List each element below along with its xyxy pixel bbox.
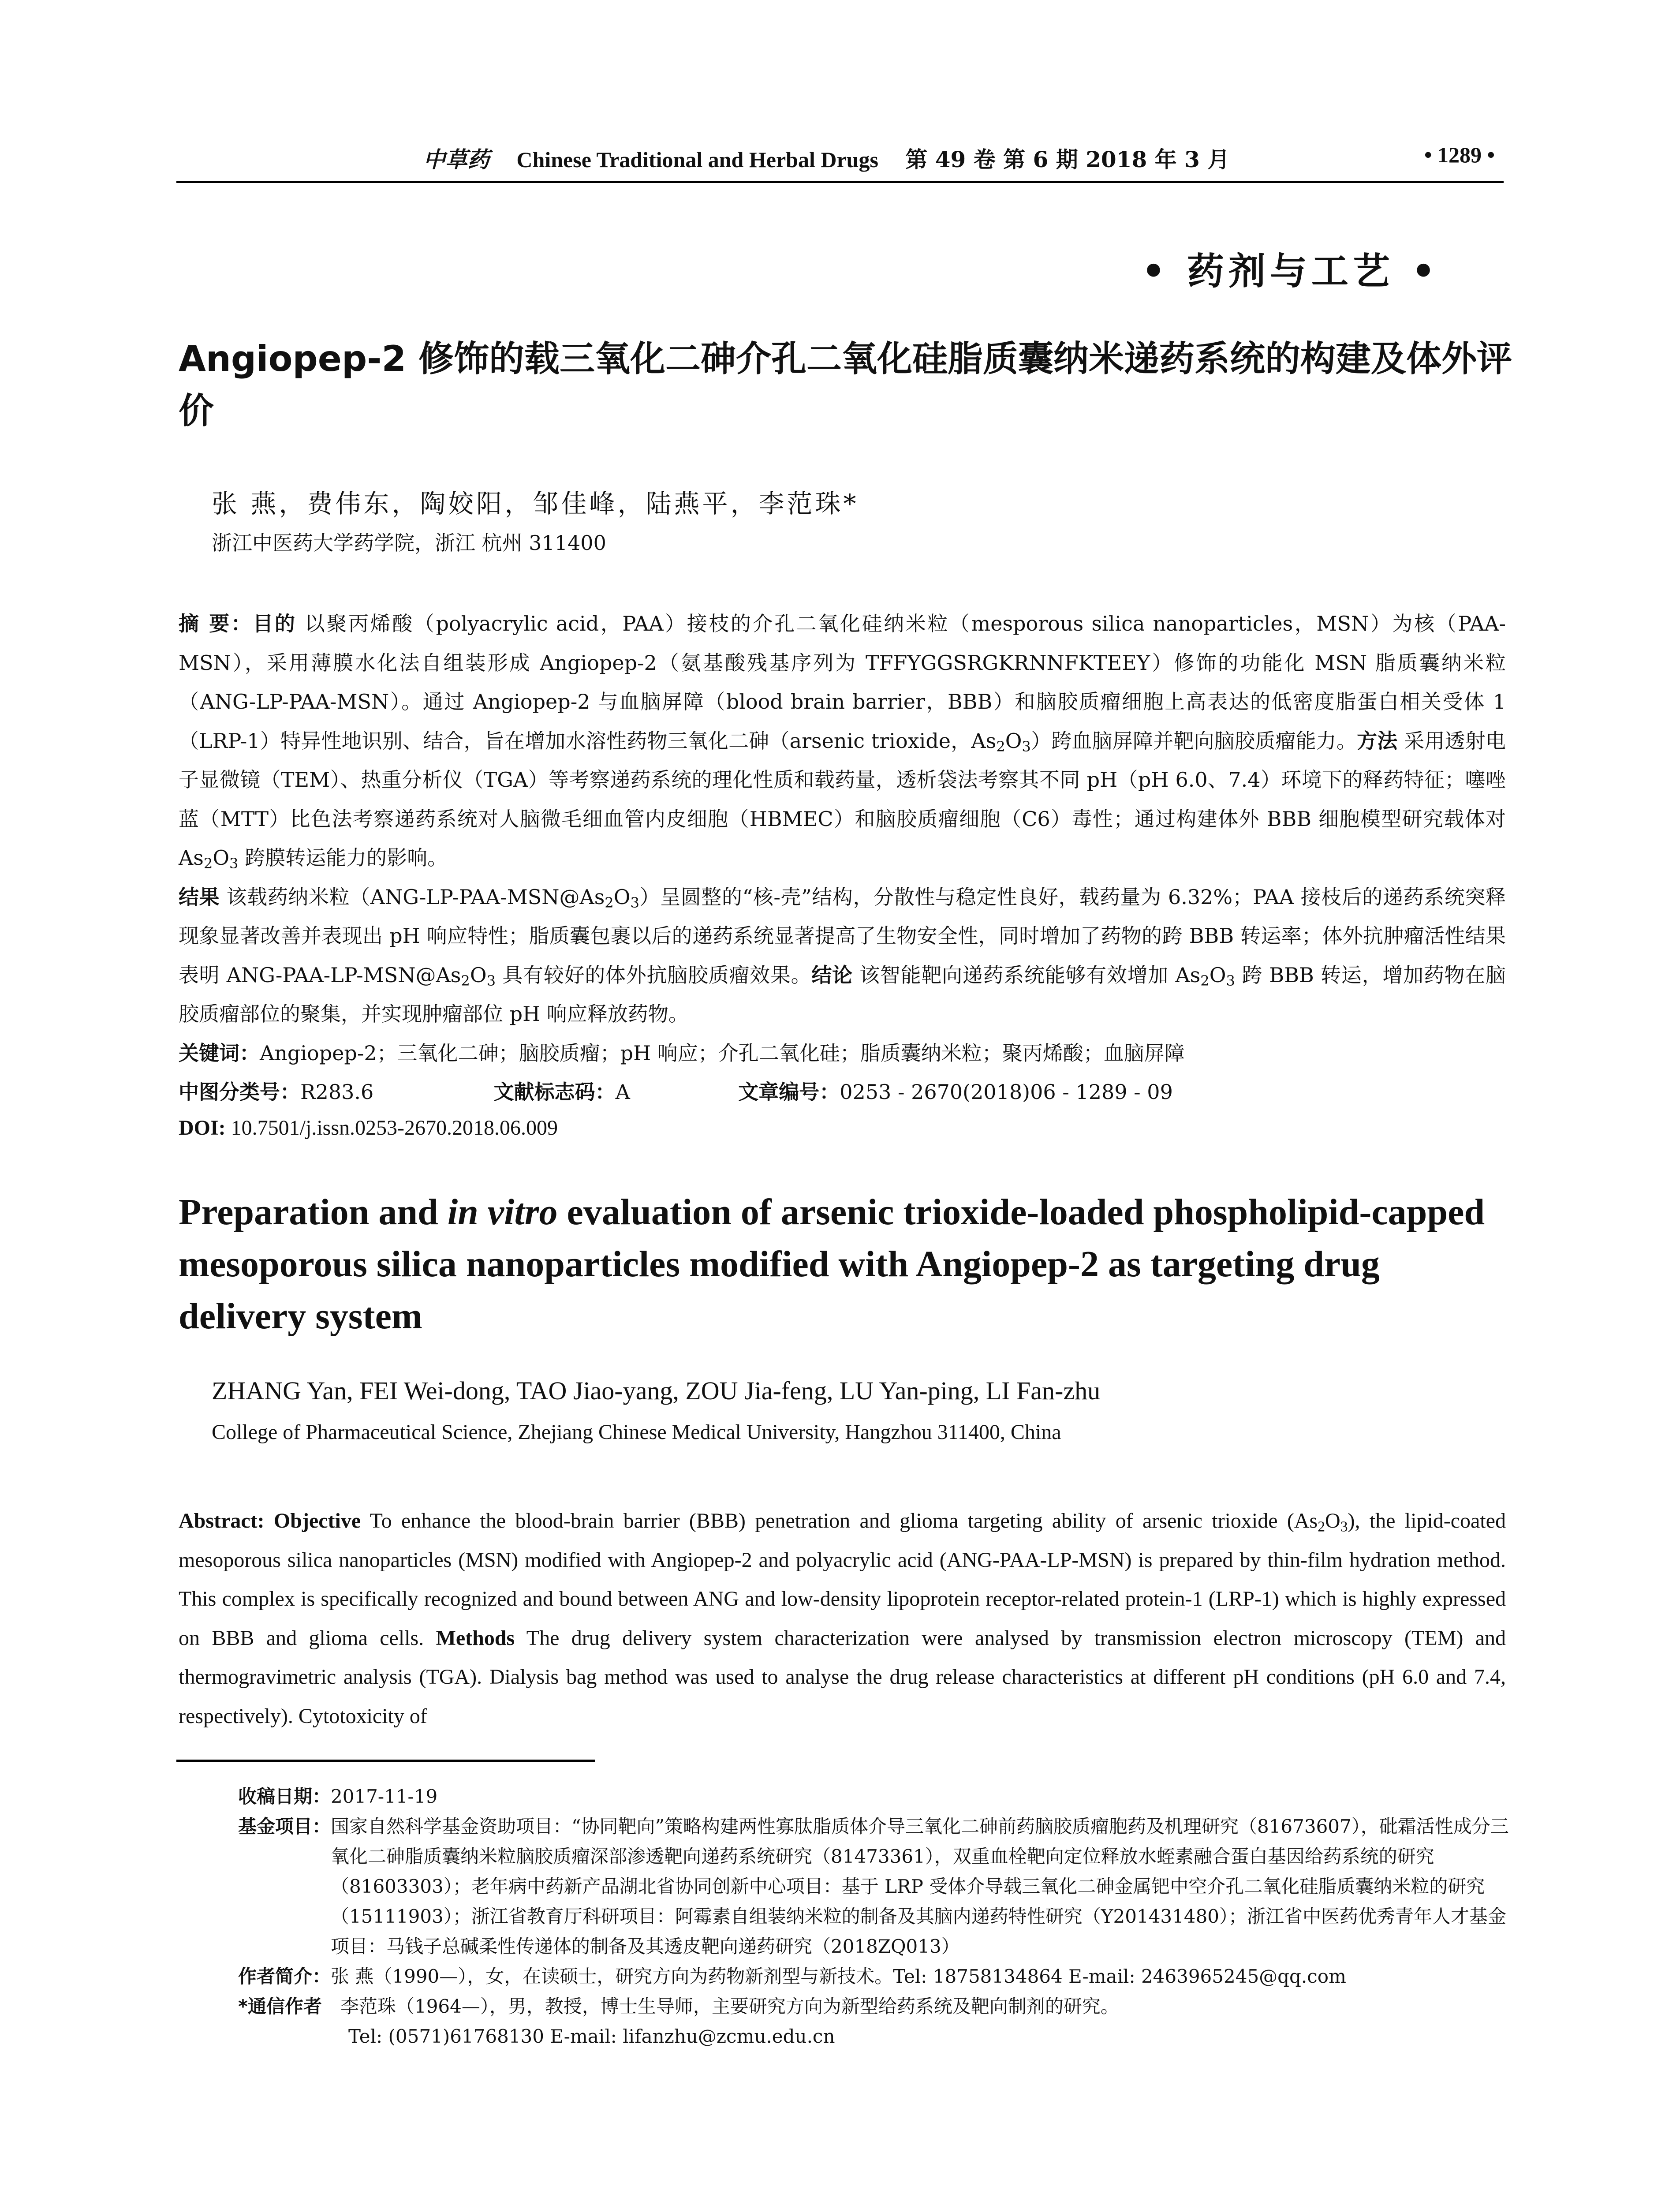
title-en-italic: in vitro: [447, 1192, 558, 1233]
classification-row: [179, 1076, 1173, 1105]
results-cn-text-1: 该载药纳米粒（ANG-LP-PAA-MSN@As: [220, 885, 605, 909]
conclusion-cn-text-1: 该智能靶向递药系统能够有效增加 As: [852, 963, 1201, 987]
corresponding-author-row: [238, 1992, 1512, 2022]
formula-sub-2: 2: [605, 894, 614, 911]
formula-o: O: [213, 846, 230, 870]
keywords: Angiopep-2；三氧化二砷；脑胶质瘤；pH 响应；介孔二氧化硅；脂质囊纳米粒；聚丙烯酸；血脑屏障: [260, 1041, 1185, 1065]
abstract-en: [179, 1502, 1506, 1736]
formula-o: O: [613, 885, 631, 909]
methods-en-label: Methods: [436, 1626, 515, 1650]
authors-cn: 张 燕，费伟东，陶姣阳，邹佳峰，陆燕平，李范珠*: [212, 489, 859, 519]
objective-cn-label: 目的: [253, 612, 297, 635]
formula-sub-3: 3: [1022, 738, 1031, 755]
methods-cn-text-1: 采用透射电子显微镜（TEM）、热重分析仪（TGA）等考察递药系统的理化性质和载药量，透析袋法考察其不同 pH（pH 6.0、7.4）环境下的释药特征；噻唑蓝（MTT）比色法考察递药系统对人脑微毛细血管内皮细胞（HBMEC）和脑胶质瘤细胞（C6）毒性；通过构建体外 BBB 细胞模型研究载体对 As: [179, 729, 1506, 870]
corresponding-label: *通信作者: [238, 1996, 322, 2017]
abstract-en-methods: The drug delivery system characterization were analysed by transmission electron microscopy (TEM) and thermogravimetric analysis (TGA). Dialysis bag method was used to analyse the drug release characteristics at different pH conditions (pH 6.0 and 7.4, respectively). Cytotoxicity of: [179, 1626, 1506, 1728]
header-journal-info: [423, 142, 1229, 174]
title-en-part-2: evaluation of arsenic trioxide-loaded phospholipid-capped mesoporous silica nanoparticles modified with Angiopep-2 as targeting drug delivery system: [179, 1192, 1485, 1337]
conclusion-cn-label: 结论: [811, 963, 853, 987]
title-en: [179, 1186, 1501, 1342]
formula-o: O: [470, 963, 487, 987]
formula-sub-3: 3: [630, 894, 639, 911]
abstract-en-label: Abstract: Objective: [179, 1509, 361, 1532]
authors-en: ZHANG Yan, FEI Wei-dong, TAO Jiao-yang, ZOU Jia-feng, LU Yan-ping, LI Fan-zhu: [212, 1376, 1101, 1405]
affiliation-cn: 浙江中医药大学药学院，浙江 杭州 311400: [212, 531, 606, 555]
formula-o: O: [1209, 963, 1226, 987]
received-date: 2017-11-19: [331, 1786, 438, 1807]
header-journal-en: Chinese Traditional and Herbal Drugs: [516, 147, 878, 172]
conclusion-cn-text-2: 跨 BBB 转运，增加药物在脑胶质瘤部位的聚集，并实现肿瘤部位 pH 响应释放药物。: [179, 963, 1506, 1026]
header-issue: 第 49 卷 第 6 期 2018 年 3 月: [905, 146, 1230, 172]
methods-cn-text-2: 跨膜转运能力的影响。: [238, 846, 448, 870]
formula-sub-2: 2: [461, 972, 470, 989]
results-cn-text-3: 具有较好的体外抗脑胶质瘤效果。: [496, 963, 812, 987]
doi-label: DOI:: [179, 1116, 226, 1140]
affiliation-en: College of Pharmaceutical Science, Zhejiang Chinese Medical University, Hangzhou 311400, China: [212, 1420, 1061, 1444]
abstract-en-objective-2: ), the lipid-coated mesoporous silica nanoparticles (MSN) modified with Angiopep-2 and polyacrylic acid (ANG-PAA-LP-MSN) is prepared by thin-film hydration method. This complex is specifically recognized and bound between ANG and low-density lipoprotein receptor-related protein-1 (LRP-1) which is highly expressed on BBB and glioma cells.: [179, 1509, 1506, 1650]
keywords-label: 关键词：: [179, 1041, 260, 1065]
corresponding-contact: Tel: (0571)61768130 E-mail: lifanzhu@zcmu.edu.cn: [348, 2026, 835, 2047]
article-no-label: 文章编号：: [738, 1080, 840, 1104]
abstract-cn: [179, 604, 1506, 1073]
results-cn-text-2: ）呈圆整的“核-壳”结构，分散性与稳定性良好，载药量为 6.32%；PAA 接枝后的递药系统突释现象显著改善并表现出 pH 响应特性；脂质囊包裹以后的递药系统显著提高了生物安全性，同时增加了药物的跨 BBB 转运率；体外抗肿瘤活性结果表明 ANG-PAA-LP-MSN@As: [179, 885, 1506, 987]
fund-label: 基金项目：: [238, 1816, 331, 1837]
doc-code-value: A: [615, 1080, 630, 1104]
formula-sub-2: 2: [1200, 972, 1210, 989]
abstract-cn-label: 摘 要：: [179, 612, 253, 635]
received-date-row: [238, 1782, 1512, 1812]
author-bio-row: [238, 1962, 1512, 1992]
author-bio-text: 张 燕（1990—），女，在读硕士，研究方向为药物新剂型与新技术。Tel: 18758134864 E-mail: 2463965245@qq.com: [331, 1966, 1346, 1987]
fund-row: [238, 1812, 1512, 1962]
title-cn: Angiopep-2 修饰的载三氧化二砷介孔二氧化硅脂质囊纳米递药系统的构建及体外评价: [179, 338, 1512, 431]
author-bio-label: 作者简介：: [238, 1966, 331, 1987]
clc-label: 中图分类号：: [179, 1080, 300, 1104]
results-cn-label: 结果: [179, 885, 220, 909]
received-label: 收稿日期：: [238, 1786, 331, 1807]
fund-text: 国家自然科学基金资助项目：“协同靶向”策略构建两性寡肽脂质体介导三氧化二砷前药脑胶质瘤胞药及机理研究（81673607），砒霜活性成分三氧化二砷脂质囊纳米粒脑胶质瘤深部渗透靶向递药系统研究（81473361），双重血栓靶向定位释放水蛭素融合蛋白基因给药系统的研究（81603303）；老年病中药新产品湖北省协同创新中心项目：基于 LRP 受体介导载三氧化二砷金属钯中空介孔二氧化硅脂质囊纳米粒的研究（15111903）；浙江省教育厅科研项目：阿霉素自组装纳米粒的制备及其脑内递药特性研究（Y201431480）；浙江省中医药优秀青年人才基金项目：马钱子总碱柔性传递体的制备及其透皮靶向递药研究（2018ZQ013）: [331, 1816, 1509, 1957]
formula-sub-3: 3: [486, 972, 496, 989]
methods-cn-label: 方法: [1357, 729, 1398, 753]
formula-sub-3: 3: [1340, 1518, 1348, 1535]
formula-sub-2: 2: [1318, 1518, 1325, 1535]
title-en-part-1: Preparation and: [179, 1192, 448, 1233]
formula-sub-2: 2: [203, 855, 213, 872]
running-header: [176, 132, 1504, 183]
doc-code-label: 文献标志码：: [493, 1080, 616, 1104]
formula-o: O: [1325, 1509, 1340, 1532]
article-no-value: 0253 - 2670(2018)06 - 1289 - 09: [840, 1080, 1173, 1104]
doi-row: [179, 1116, 558, 1140]
formula-sub-3: 3: [1226, 972, 1235, 989]
formula-sub-3: 3: [229, 855, 239, 872]
footnotes: [238, 1782, 1512, 2052]
abstract-en-objective-1: To enhance the blood-brain barrier (BBB) penetration and glioma targeting ability of arsenic trioxide (As: [361, 1509, 1318, 1532]
section-tag: • 药剂与工艺 •: [1142, 249, 1440, 293]
objective-cn-text-1: 以聚丙烯酸（polyacrylic acid，PAA）接枝的介孔二氧化硅纳米粒（mesporous silica nanoparticles，MSN）为核（PAA-MSN），采用薄膜水化法自组装形成 Angiopep-2（氨基酸残基序列为 TFFYGGSRGKRNNFKTEEY）修饰的功能化 MSN 脂质囊纳米粒（ANG-LP-PAA-MSN）。通过 Angiopep-2 与血脑屏障（blood brain barrier，BBB）和脑胶质瘤细胞上高表达的低密度脂蛋白相关受体 1（LRP-1）特异性地识别、结合，旨在增加水溶性药物三氧化二砷（arsenic trioxide，As: [179, 612, 1506, 753]
formula-sub-2: 2: [996, 738, 1005, 755]
header-page-number: • 1289 •: [1424, 142, 1495, 167]
clc-value: R283.6: [300, 1080, 374, 1104]
footnote-divider: [176, 1760, 595, 1762]
corresponding-text: 李范珠（1964—），男，教授，博士生导师，主要研究方向为新型给药系统及靶向制剂的研究。: [321, 1996, 1119, 2017]
header-journal-cn: 中草药: [423, 146, 489, 172]
formula-o: O: [1005, 729, 1022, 753]
objective-cn-text-2: ）跨血脑屏障并靶向脑胶质瘤能力。: [1030, 729, 1357, 753]
doi-link[interactable]: 10.7501/j.issn.0253-2670.2018.06.009: [225, 1116, 558, 1140]
